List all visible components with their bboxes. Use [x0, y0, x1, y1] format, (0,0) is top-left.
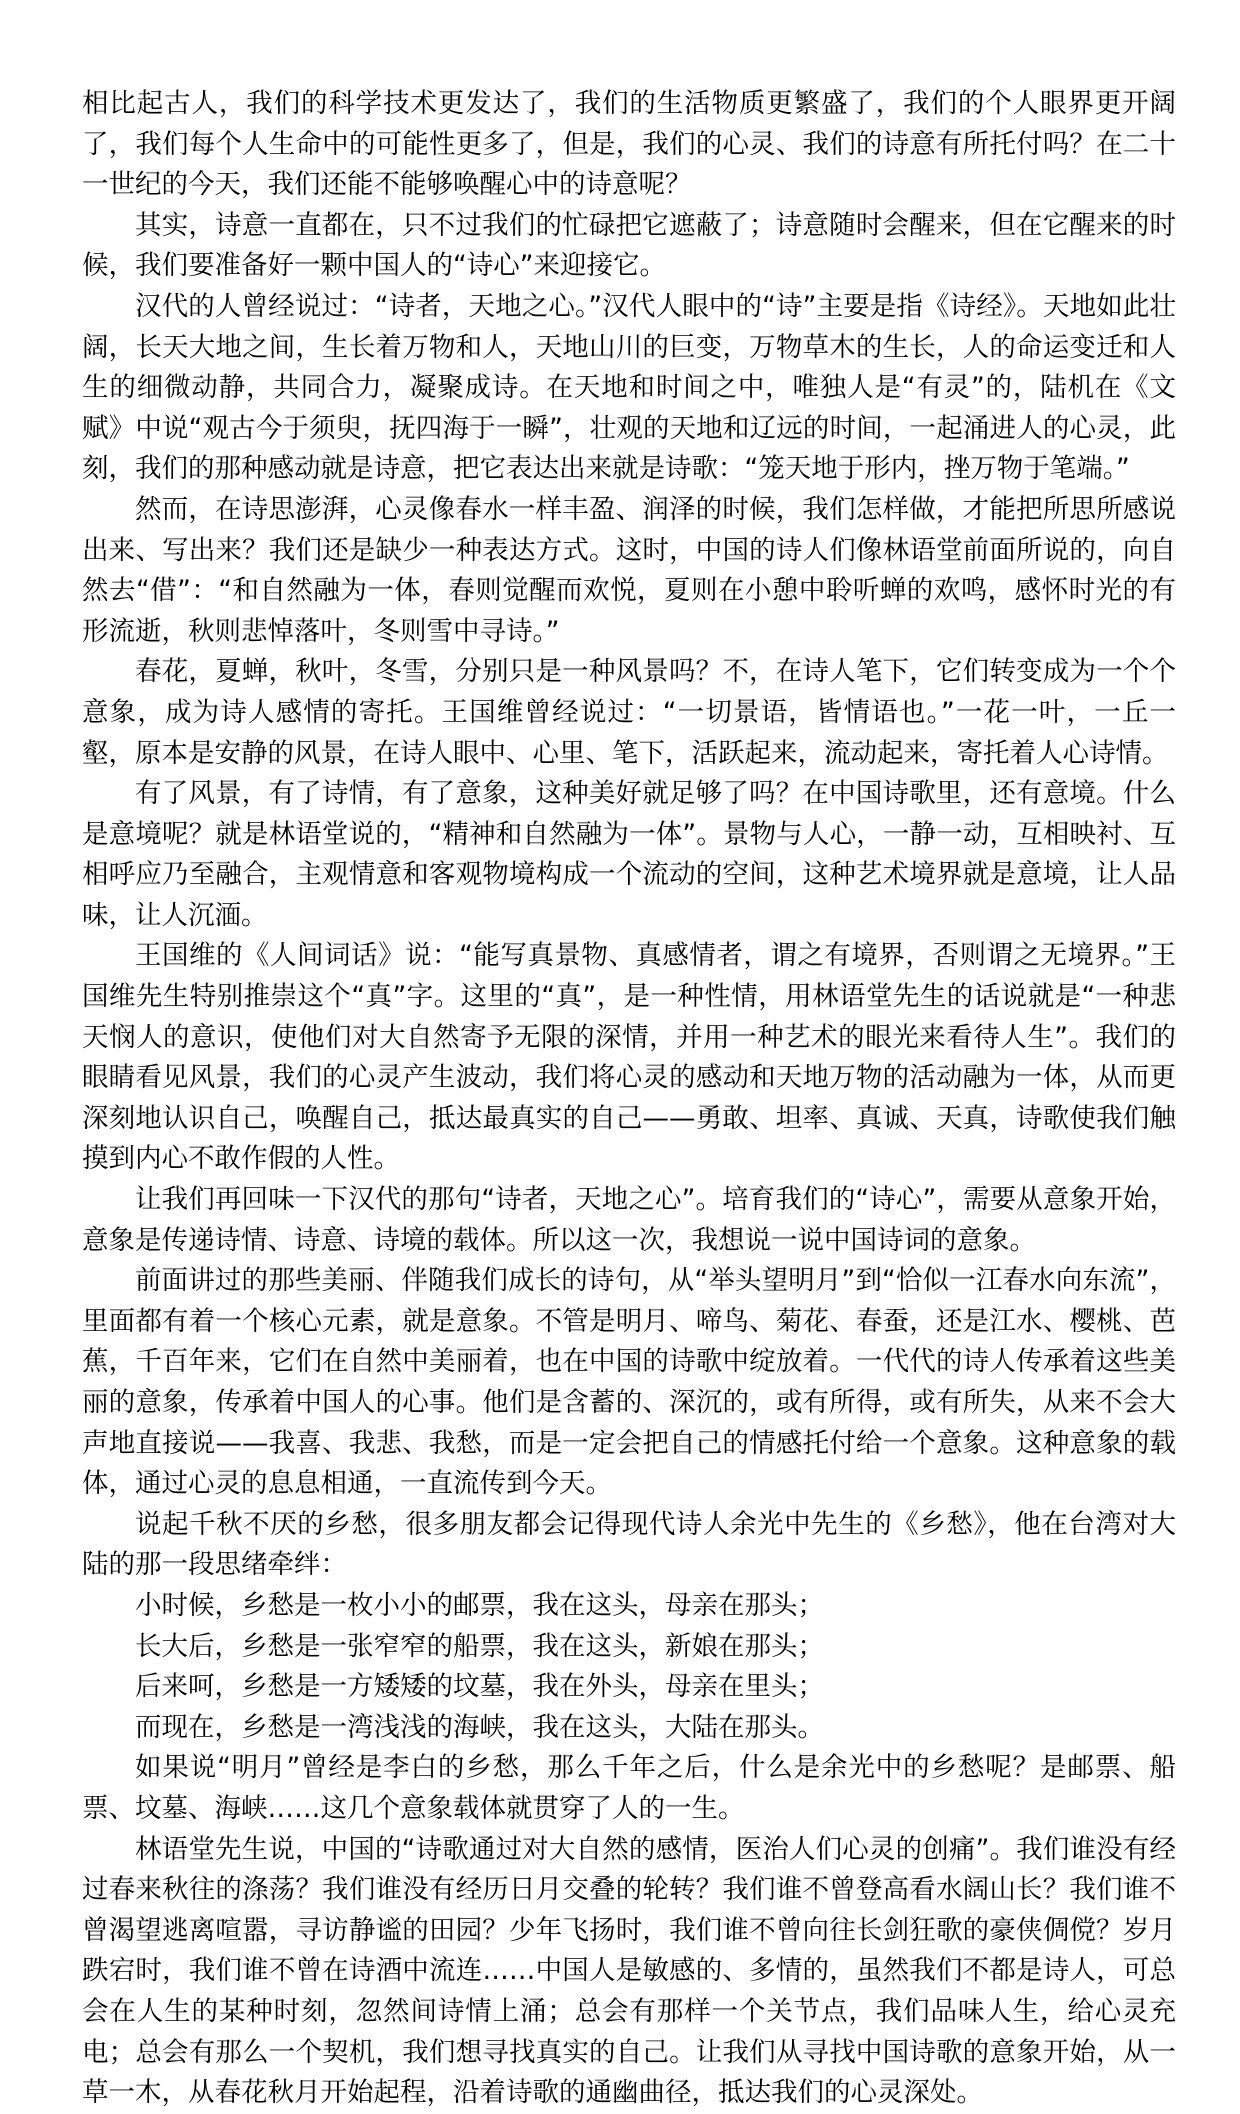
paragraph: 汉代的人曾经说过：“诗者，天地之心。”汉代人眼中的“诗”主要是指《诗经》。天地如此壮阔，长天大地之间，生长着万物和人，天地山川的巨变，万物草木的生长，人的命运变迁和人生的细微动静，共同合力，凝聚成诗。在天地和时间之中，唯独人是“有灵”的，陆机在《文赋》中说“观古今于须臾，抚四海于一瞬”，壮观的天地和辽远的时间，一起涌进人的心灵，此刻，我们的那种感动就是诗意，把它表达出来就是诗歌：“笼天地于形内，挫万物于笔端。” — [82, 290, 1176, 485]
verse-line: 小时候，乡愁是一枚小小的邮票，我在这头，母亲在那头； — [135, 1589, 824, 1621]
verse-line: 后来呵，乡愁是一方矮矮的坟墓，我在外头，母亲在里头； — [135, 1671, 824, 1703]
paragraph: 相比起古人，我们的科学技术更发达了，我们的生活物质更繁盛了，我们的个人眼界更开阔了，我们每个人生命中的可能性更多了，但是，我们的心灵、我们的诗意有所托付吗？在二十一世纪的今天，我们还能不能够唤醒心中的诗意呢？ — [82, 88, 1176, 201]
paragraph: 王国维的《人间词话》说：“能写真景物、真感情者，谓之有境界，否则谓之无境界。”王国维先生特别推崇这个“真”字。这里的“真”，是一种性情，用林语堂先生的话说就是“一种悲天悯人的意识，使他们对大自然寄予无限的深情，并用一种艺术的眼光来看待人生”。我们的眼睛看见风景，我们的心灵产生波动，我们将心灵的感动和天地万物的活动融为一体，从而更深刻地认识自己，唤醒自己，抵达最真实的自己——勇敢、坦率、真诚、天真，诗歌使我们触摸到内心不敢作假的人性。 — [82, 940, 1176, 1175]
verse-block — [82, 1586, 1176, 1748]
paragraph: 让我们再回味一下汉代的那句“诗者，天地之心”。培育我们的“诗心”，需要从意象开始，意象是传递诗情、诗意、诗境的载体。所以这一次，我想说一说中国诗词的意象。 — [82, 1184, 1176, 1256]
paragraph: 有了风景，有了诗情，有了意象，这种美好就足够了吗？在中国诗歌里，还有意境。什么是意境呢？就是林语堂说的，“精神和自然融为一体”。景物与人心，一静一动，互相映衬、互相呼应乃至融合，主观情意和客观物境构成一个流动的空间，这种艺术境界就是意境，让人品味，让人沉湎。 — [82, 778, 1176, 931]
body-text-column — [82, 84, 1176, 2114]
paragraph: 前面讲过的那些美丽、伴随我们成长的诗句，从“举头望明月”到“恰似一江春水向东流”，里面都有着一个核心元素，就是意象。不管是明月、啼鸟、菊花、春蚕，还是江水、樱桃、芭蕉，千百年来，它们在自然中美丽着，也在中国的诗歌中绽放着。一代代的诗人传承着这些美丽的意象，传承着中国人的心事。他们是含蓄的、深沉的，或有所得，或有所失，从来不会大声地直接说——我喜、我悲、我愁，而是一定会把自己的情感托付给一个意象。这种意象的载体，通过心灵的息息相通，一直流传到今天。 — [82, 1265, 1176, 1500]
paragraph: 然而，在诗思澎湃，心灵像春水一样丰盈、润泽的时候，我们怎样做，才能把所思所感说出来、写出来？我们还是缺少一种表达方式。这时，中国的诗人们像林语堂前面所说的，向自然去“借”：“和自然融为一体，春则觉醒而欢悦，夏则在小憩中聆听蝉的欢鸣，感怀时光的有形流逝，秋则悲悼落叶，冬则雪中寻诗。” — [82, 493, 1176, 647]
paragraph: 说起千秋不厌的乡愁，很多朋友都会记得现代诗人余光中先生的《乡愁》，他在台湾对大陆的那一段思绪牵绊： — [82, 1508, 1176, 1581]
paragraph: 如果说“明月”曾经是李白的乡愁，那么千年之后，什么是余光中的乡愁呢？是邮票、船票、坟墓、海峡……这几个意象载体就贯穿了人的一生。 — [82, 1752, 1176, 1824]
verse-line: 长大后，乡愁是一张窄窄的船票，我在这头，新娘在那头； — [135, 1630, 824, 1662]
paragraph: 其实，诗意一直都在，只不过我们的忙碌把它遮蔽了；诗意随时会醒来，但在它醒来的时候，我们要准备好一颗中国人的“诗心”来迎接它。 — [82, 209, 1176, 282]
verse-line: 而现在，乡愁是一湾浅浅的海峡，我在这头，大陆在那头。 — [135, 1711, 824, 1743]
paragraph: 春花，夏蝉，秋叶，冬雪，分别只是一种风景吗？不，在诗人笔下，它们转变成为一个个意象，成为诗人感情的寄托。王国维曾经说过：“一切景语，皆情语也。”一花一叶，一丘一壑，原本是安静的风景，在诗人眼中、心里、笔下，活跃起来，流动起来，寄托着人心诗情。 — [82, 656, 1176, 769]
paragraph: 林语堂先生说，中国的“诗歌通过对大自然的感情，医治人们心灵的创痛”。我们谁没有经过春来秋往的涤荡？我们谁没有经历日月交叠的轮转？我们谁不曾登高看水阔山长？我们谁不曾渴望逃离喧嚣，寻访静谧的田园？少年飞扬时，我们谁不曾向往长剑狂歌的豪侠倜傥？岁月跌宕时，我们谁不曾在诗酒中流连……中国人是敏感的、多情的，虽然我们不都是诗人，可总会在人生的某种时刻，忽然间诗情上涌；总会有那样一个关节点，我们品味人生，给心灵充电；总会有那么一个契机，我们想寻找真实的自己。让我们从寻找中国诗歌的意象开始，从一草一木，从春花秋月开始起程，沿着诗歌的通幽曲径，抵达我们的心灵深处。 — [82, 1833, 1176, 2109]
